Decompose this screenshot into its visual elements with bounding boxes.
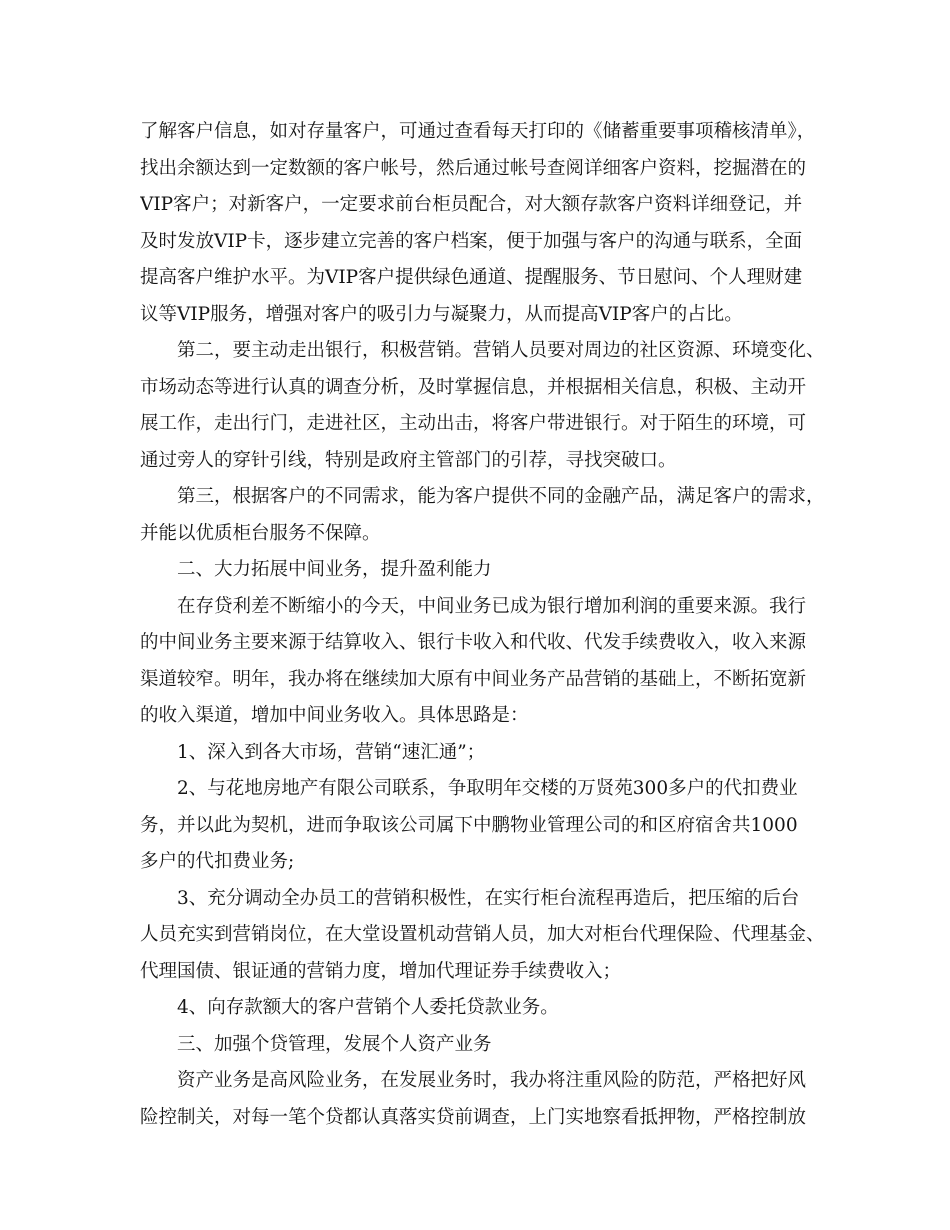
- paragraph-first-line: 在存贷利差不断缩小的今天，中间业务已成为银行增加利润的重要来源。我行: [177, 595, 807, 617]
- body-text-line: 及时发放VIP卡，逐步建立完善的客户档案，便于加强与客户的沟通与联系，全面: [140, 230, 803, 252]
- body-text-line: 务，并以此为契机，进而争取该公司属下中鹏物业管理公司的和区府宿舍共1000: [140, 814, 798, 836]
- section-heading: 三、加强个贷管理，发展个人资产业务: [177, 1033, 492, 1055]
- body-text-line: 险控制关，对每一笔个贷都认真落实贷前调查，上门实地察看抵押物，严格控制放: [140, 1106, 807, 1128]
- paragraph-first-line: 第二，要主动走出银行，积极营销。营销人员要对周边的社区资源、环境变化、: [177, 340, 825, 361]
- paragraph-first-line: 第三，根据客户的不同需求，能为客户提供不同的金融产品，满足客户的需求，: [177, 486, 825, 507]
- body-text-line: 代理国债、银证通的营销力度，增加代理证券手续费收入；: [140, 960, 622, 982]
- body-text-line: 渠道较窄。明年，我办将在继续加大原有中间业务产品营销的基础上，不断拓宽新: [140, 668, 807, 690]
- body-text-line: 多户的代扣费业务;: [140, 851, 295, 872]
- list-item: 2、与花地房地产有限公司联系，争取明年交楼的万贤苑300多户的代扣费业: [177, 778, 798, 799]
- list-item: 4、向存款额大的客户营销个人委托贷款业务。: [177, 997, 559, 1018]
- body-text-line: 找出余额达到一定数额的客户帐号，然后通过帐号查阅详细客户资料，挖掘潜在的: [140, 157, 807, 179]
- body-text-line: 展工作，走出行门，走进社区，主动出击，将客户带进银行。对于陌生的环境，可: [140, 413, 807, 434]
- body-text-line: VIP客户；对新客户，一定要求前台柜员配合，对大额存款客户资料详细登记，并: [140, 194, 803, 215]
- body-text-line: 并能以优质柜台服务不保障。: [140, 522, 381, 544]
- list-item: 3、充分调动全办员工的营销积极性，在实行柜台流程再造后，把压缩的后台: [177, 887, 800, 909]
- body-text-line: 的中间业务主要来源于结算收入、银行卡收入和代收、代发手续费收入，收入来源: [140, 632, 807, 653]
- body-text-line: 通过旁人的穿针引线，特别是政府主管部门的引荐，寻找突破口。: [140, 449, 677, 471]
- body-text-line: 人员充实到营销岗位，在大堂设置机动营销人员，加大对柜台代理保险、代理基金、: [140, 924, 825, 945]
- body-text-line: 提高客户维护水平。为VIP客户提供绿色通道、提醒服务、节日慰问、个人理财建: [140, 267, 803, 288]
- document-body: [140, 114, 830, 1136]
- list-item: 1、深入到各大市场，营销“速汇通”；: [177, 741, 486, 763]
- body-text-line: 议等VIP服务，增强对客户的吸引力与凝聚力，从而提高VIP客户的占比。: [140, 303, 743, 325]
- section-heading: 二、大力拓展中间业务，提升盈利能力: [177, 559, 492, 580]
- body-text-line: 的收入渠道，增加中间业务收入。具体思路是：: [140, 705, 529, 726]
- body-text-line: 了解客户信息，如对存量客户，可通过查看每天打印的《储蓄重要事项稽核清单》，: [140, 121, 816, 142]
- paragraph-first-line: 资产业务是高风险业务，在发展业务时，我办将注重风险的防范，严格把好风: [177, 1070, 807, 1091]
- body-text-line: 市场动态等进行认真的调查分析，及时掌握信息，并根据相关信息，积极、主动开: [140, 376, 807, 398]
